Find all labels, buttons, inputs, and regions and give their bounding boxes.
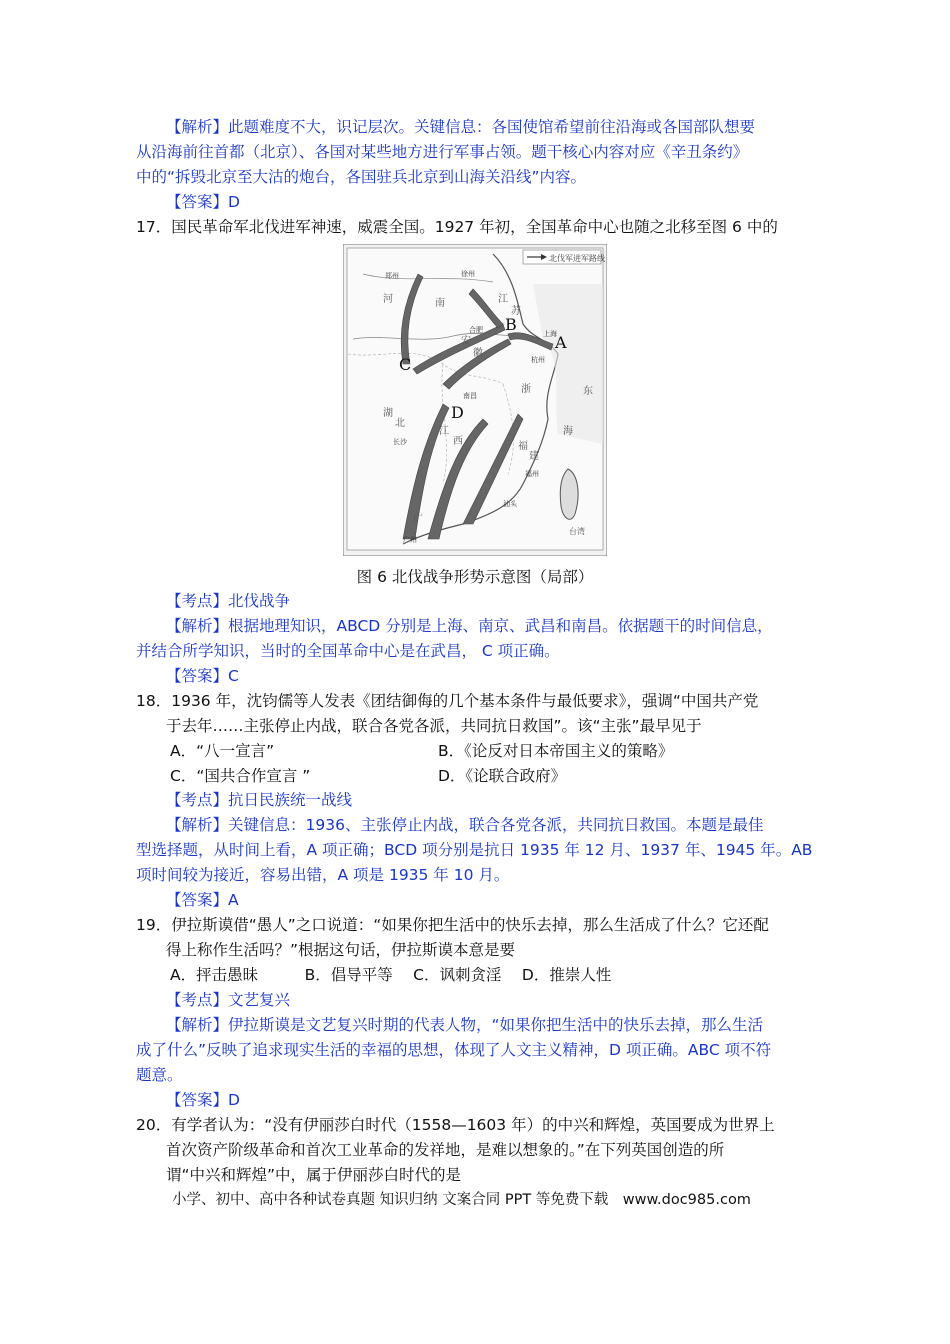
map-region: 湖	[383, 408, 393, 419]
taiwan-island	[560, 469, 578, 519]
map-region: 南	[435, 298, 445, 309]
q16-analysis-line-3: 中的“拆毁北京至大沽的炮台，各国驻兵北京到山海关沿线”内容。	[136, 168, 587, 186]
q18-option-b: B．《论反对日本帝国主义的策略》	[438, 742, 674, 760]
map-label-c: C	[399, 355, 412, 374]
map-city: 杭州	[531, 356, 545, 364]
map-region: 浙	[521, 384, 531, 395]
map-city: 合肥	[469, 326, 483, 334]
q19-stem-line-2: 得上称作生活吗？”根据这句话，伊拉斯谟本意是要	[166, 941, 516, 959]
q20-stem-line-2: 首次资产阶级革命和首次工业革命的发祥地，是难以想象的。”在下列英国创造的所	[166, 1141, 725, 1159]
q19-stem-line-1: 19．伊拉斯谟借“愚人”之口说道：“如果你把生活中的快乐去掉，那么生活成了什么？它还配	[136, 916, 769, 934]
map-city: 郑州	[385, 272, 399, 280]
map-region: 北	[395, 418, 405, 429]
q20-stem-line-3: 谓“中兴和辉煌”中，属于伊丽莎白时代的是	[166, 1166, 462, 1184]
map-label-a: A	[555, 333, 567, 352]
q16-answer: 【答案】D	[166, 193, 240, 211]
q18-stem-line-2: 于去年……主张停止内战，联合各党各派，共同抗日救国”。该“主张”最早见于	[166, 717, 702, 735]
map-region: 建	[529, 451, 539, 462]
map-region: 安	[461, 336, 471, 347]
q17-answer: 【答案】C	[166, 667, 239, 685]
map-label-d: D	[451, 403, 464, 422]
q16-analysis-line-1: 【解析】此题难度不大，识记层次。关键信息：各国使馆希望前往沿海或各国部队想要	[166, 118, 756, 136]
q18-analysis-line-1: 【解析】关键信息：1936、主张停止内战，联合各党各派，共同抗日救国。本题是最佳	[166, 816, 764, 834]
q19-answer: 【答案】D	[166, 1091, 240, 1109]
q19-kaodian: 【考点】文艺复兴	[166, 991, 291, 1009]
northern-expedition-map	[343, 244, 607, 556]
q17-stem: 17．国民革命军北伐进军神速，威震全国。1927 年初，全国革命中心也随之北移至图 6 中的	[136, 218, 778, 236]
q17-analysis-line-1: 【解析】根据地理知识，ABCD 分别是上海、南京、武昌和南昌。依据题干的时间信息，	[166, 617, 773, 635]
page-footer: 小学、初中、高中各种试卷真题 知识归纳 文案合同 PPT 等免费下载 www.doc985.com	[172, 1192, 751, 1208]
map-city: 汕头	[503, 500, 517, 508]
map-region: 西	[453, 436, 463, 447]
map-city: 长沙	[393, 438, 407, 446]
q17-analysis-line-2: 并结合所学知识，当时的全国革命中心是在武昌， C 项正确。	[136, 642, 560, 660]
q18-analysis-line-2: 型选择题，从时间上看，A 项正确；BCD 项分别是抗日 1935 年 12 月、1937 年、1945 年。AB	[136, 841, 813, 859]
map-city: 广州	[403, 536, 417, 544]
map-region: 河	[383, 294, 393, 305]
map-region: 江	[439, 426, 449, 437]
q19-analysis-line-1: 【解析】伊拉斯谟是文艺复兴时期的代表人物，“如果你把生活中的快乐去掉，那么生活	[166, 1016, 764, 1034]
q18-stem-line-1: 18．1936 年，沈钧儒等人发表《团结御侮的几个基本条件与最低要求》，强调“中国共产党	[136, 692, 759, 710]
q18-option-a: A．“八一宣言”	[170, 742, 275, 760]
map-region: 徽	[473, 348, 483, 359]
map-city: 福州	[525, 470, 539, 478]
q19-analysis-line-2: 成了什么”反映了追求现实生活的幸福的思想，体现了人文主义精神，D 项正确。ABC 项不符	[136, 1041, 772, 1059]
map-region: 广	[413, 514, 423, 525]
q18-option-d: D．《论联合政府》	[438, 767, 567, 785]
map-label-b: B	[505, 315, 517, 334]
map-region: 东	[583, 386, 593, 397]
q19-options: A．抨击愚昧 B．倡导平等 C．讽刺贪淫 D．推崇人性	[170, 966, 612, 984]
q17-kaodian: 【考点】北伐战争	[166, 592, 291, 610]
q16-analysis-line-2: 从沿海前往首都（北京）、各国对某些地方进行军事占领。题干核心内容对应《辛丑条约》	[136, 143, 749, 161]
map-region: 江	[498, 294, 508, 305]
map-city: 南昌	[463, 392, 477, 400]
map-region: 海	[563, 426, 573, 437]
map-city: 徐州	[461, 270, 475, 278]
q20-stem-line-1: 20．有学者认为：“没有伊丽莎白时代（1558—1603 年）的中兴和辉煌，英国要成为世界上	[136, 1116, 775, 1134]
map-region: 福	[518, 441, 528, 452]
q19-analysis-line-3: 题意。	[136, 1066, 183, 1084]
q18-analysis-line-3: 项时间较为接近，容易出错，A 项是 1935 年 10 月。	[136, 866, 510, 884]
map-legend: 北伐军进军路线	[549, 254, 605, 263]
map-region: 苏	[511, 306, 521, 317]
figure-caption: 图 6 北伐战争形势示意图（局部）	[356, 568, 594, 586]
q18-answer: 【答案】A	[166, 891, 239, 909]
map-region: 台湾	[569, 527, 585, 536]
q18-kaodian: 【考点】抗日民族统一战线	[166, 791, 353, 809]
map-city: 上海	[543, 330, 557, 338]
q18-option-c: C．“国共合作宣言 ”	[170, 767, 311, 785]
